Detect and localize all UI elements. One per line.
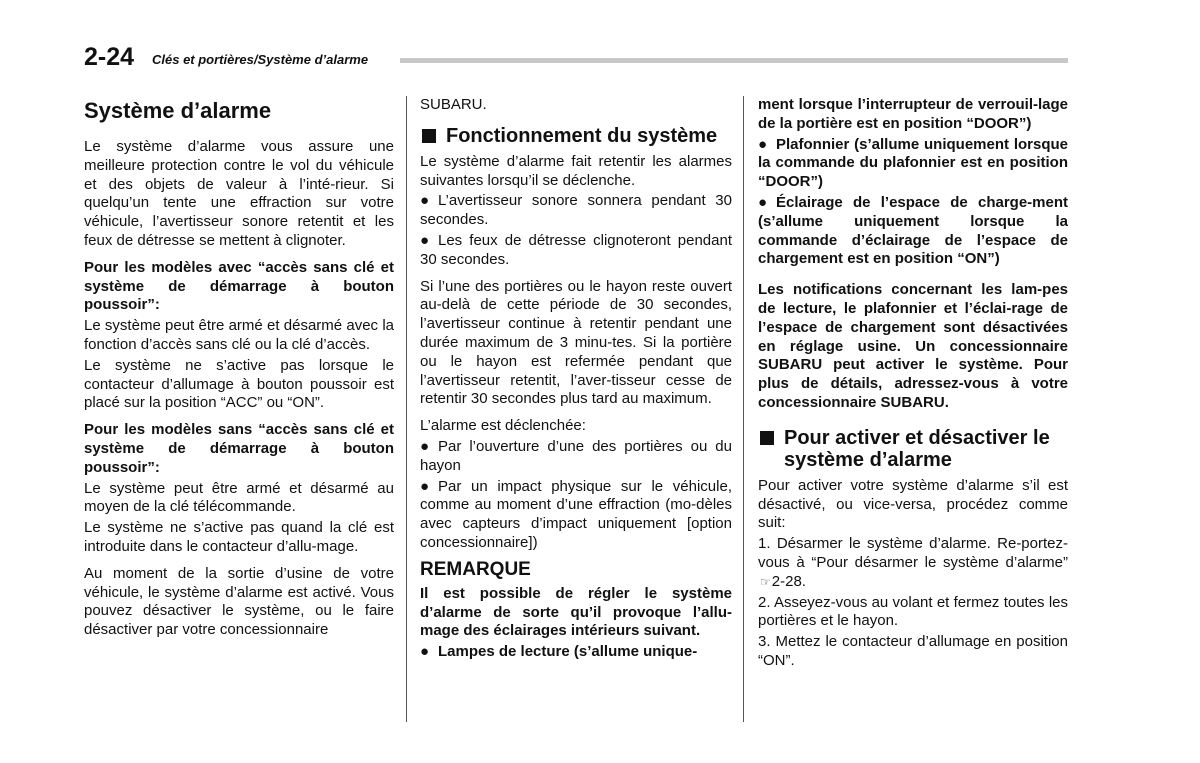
operation-paragraph-2: Si l’une des portières ou le hayon reste ouvert au-delà de cette période de 30 secondes, l’avertisseur continue à retentir pendant une durée maximum de 3 minu-tes. Si la portière ou le hayon est refermée pendant que l’avertisseur retentit, l’aver-tisseur cesse de retentir 30 secondes plus tard au maximum. [420,277,732,408]
page-number: 2-24 [84,43,135,71]
list-item [420,232,732,270]
section-heading [758,427,1068,471]
page-reference-link[interactable]: 2-28. [771,572,806,590]
bullet-dot-icon: ● [758,135,768,153]
list-item-text: Les feux de détresse clignoteront pendant 30 secondes. [420,231,732,268]
procedure-intro: Pour activer votre système d’alarme s’il est désactivé, ou vice-versa, procédez comme suit: [758,476,1068,532]
column-right [758,96,1068,673]
header-rule [400,58,1068,63]
reference-arrow-icon: ☞ [760,574,771,589]
continuation-text: SUBARU. [420,96,487,113]
list-item-text: Plafonnier (s’allume uniquement lorsque la commande du plafonnier est en position “DOOR”) [758,135,1068,191]
keyless-heading: Pour les modèles avec “accès sans clé et système de démarrage à bouton poussoir”: [84,258,394,314]
bullet-dot-icon: ● [420,437,430,455]
factory-paragraph: Au moment de la sortie d’usine de votre véhicule, le système d’alarme est activé. Vous pouvez désactiver le système, ou le faire désactiver par votre concessionnaire [84,564,394,639]
step-1-text: 1. Désarmer le système d’alarme. Re-portez-vous à “Pour désarmer le système d’alarme” [758,535,1068,571]
column-divider [406,96,407,722]
column-left [84,96,394,648]
bullet-dot-icon: ● [420,192,430,210]
section-heading-text: Pour activer et désactiver le système d’alarme [784,426,1050,471]
list-item [420,478,732,553]
page-title: Système d’alarme [84,98,272,123]
procedure-step-1 [758,535,1068,591]
operation-paragraph-3: L’alarme est déclenchée: [420,417,586,435]
nokeyless-heading: Pour les modèles sans “accès sans clé et système de démarrage à bouton poussoir”: [84,421,394,476]
list-item [758,136,1068,192]
bullet-dot-icon: ● [758,193,768,211]
procedure-step-2: 2. Asseyez-vous au volant et fermez toutes les portières et le hayon. [758,593,1068,630]
continuation-text: ment lorsque l’interrupteur de verrouil-lage de la portière est en position “DOOR”) [758,96,1068,132]
nokeyless-paragraph-1: Le système peut être armé et désarmé au moyen de la clé télécommande. [84,479,394,516]
procedure-step-3: 3. Mettez le contacteur d’allumage en position “ON”. [758,633,1068,669]
bullet-dot-icon: ● [420,477,430,495]
page-header [84,43,1068,71]
remark-heading: REMARQUE [420,558,531,580]
list-item [420,643,732,662]
section-square-icon [760,431,774,445]
list-item [420,192,732,230]
list-item-text: Par l’ouverture d’une des portières ou du hayon [420,437,732,474]
section-heading [420,125,732,147]
notice-paragraph: Les notifications concernant les lam-pes de lecture, le plafonnier et l’éclai-rage de l’espace de chargement sont désactivées en réglage usine. Un concessionnaire SUBARU peut activer le système. Pour plus de détails, adressez-vous à votre concessionnaire SUBARU. [758,281,1068,411]
list-item-text: L’avertisseur sonore sonnera pendant 30 secondes. [420,192,732,229]
intro-paragraph: Le système d’alarme vous assure une meilleure protection contre le vol du véhicule et des objets de valeur à l’inté-rieur. Si quelqu’un tente une effraction sur votre véhicule, l’avertisseur sonore retentit et les feux de détresse se mettent à clignoter. [84,138,394,249]
bullet-dot-icon: ● [420,643,430,661]
list-item-text: Lampes de lecture (s’allume unique- [438,643,698,661]
bullet-dot-icon: ● [420,231,430,249]
operation-paragraph-1: Le système d’alarme fait retentir les alarmes suivantes lorsqu’il se déclenche. [420,152,732,189]
section-title: Clés et portières/Système d’alarme [152,52,369,67]
list-item-text: Par un impact physique sur le véhicule, comme au moment d’une effraction (mo-dèles avec capteurs d’impact uniquement [option concessionnaire]) [420,477,732,551]
column-middle [420,96,732,664]
section-heading-text: Fonctionnement du système [446,124,718,147]
list-item [758,194,1068,269]
nokeyless-paragraph-2: Le système ne s’active pas quand la clé est introduite dans le contacteur d’allu-mage. [84,519,394,555]
section-square-icon [422,129,436,143]
column-divider [743,96,744,722]
keyless-paragraph-2: Le système ne s’active pas lorsque le contacteur d’allumage à bouton poussoir est placé sur la position “ACC” ou “ON”. [84,356,394,412]
list-item-text: Éclairage de l’espace de charge-ment (s’allume uniquement lorsque la commande d’éclairage de l’espace de chargement est en position “ON”) [758,193,1068,268]
keyless-paragraph-1: Le système peut être armé et désarmé avec la fonction d’accès sans clé ou la clé d’accès. [84,317,394,353]
list-item [420,438,732,476]
remark-paragraph: Il est possible de régler le système d’alarme de sorte qu’il provoque l’allu-mage des éclairages intérieurs suivant. [420,584,732,640]
